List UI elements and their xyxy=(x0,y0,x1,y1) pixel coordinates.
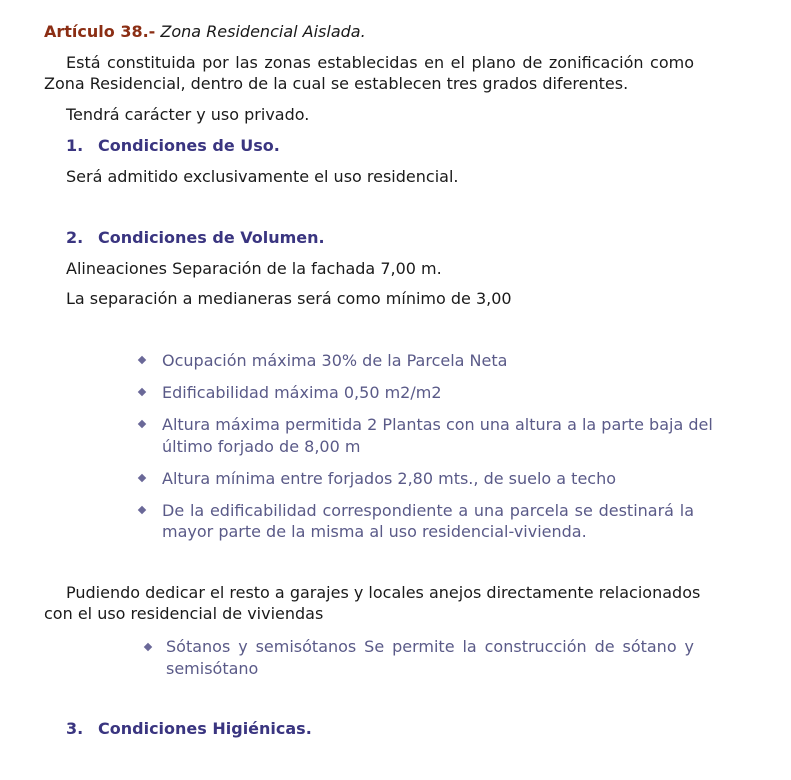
bullet-item-continuation: mayor parte de la misma al uso residencial-vivienda. xyxy=(162,522,587,541)
section-3-number: 3. xyxy=(66,719,84,738)
section-2-title: Condiciones de Volumen. xyxy=(98,228,325,247)
bullet-item: Edificabilidad máxima 0,50 m2/m2 xyxy=(162,383,442,402)
section-1-title: Condiciones de Uso. xyxy=(98,136,280,155)
section-1-text: Será admitido exclusivamente el uso residencial. xyxy=(66,167,459,186)
bullet-item: Ocupación máxima 30% de la Parcela Neta xyxy=(162,351,508,370)
bullet-item-continuation: último forjado de 8,00 m xyxy=(162,437,361,456)
bullet-diamond-icon xyxy=(138,506,146,514)
bullet-diamond-icon xyxy=(138,388,146,396)
section-2-number: 2. xyxy=(66,228,84,247)
article-heading xyxy=(44,22,366,42)
sub-bullet-continuation: semisótano xyxy=(166,659,259,678)
closing-line-1: Pudiendo dedicar el resto a garajes y locales anejos directamente relacionados xyxy=(66,583,701,602)
bullet-item: De la edificabilidad correspondiente a una parcela se destinará la xyxy=(162,501,694,520)
article-subtitle: Zona Residencial Aislada. xyxy=(160,22,366,41)
article-title: Artículo 38.- xyxy=(44,22,156,41)
intro-line-1: Está constituida por las zonas establecidas en el plano de zonificación como xyxy=(66,53,694,72)
bullet-diamond-icon xyxy=(144,643,152,651)
section-2-line-1: Alineaciones Separación de la fachada 7,00 m. xyxy=(66,259,442,278)
intro-line-2: Zona Residencial, dentro de la cual se establecen tres grados diferentes. xyxy=(44,74,629,93)
bullet-diamond-icon xyxy=(138,474,146,482)
section-2-heading xyxy=(66,228,325,248)
bullet-item: Altura máxima permitida 2 Plantas con una altura a la parte baja del xyxy=(162,415,713,434)
section-1-number: 1. xyxy=(66,136,84,155)
sub-bullet-item: Sótanos y semisótanos Se permite la construcción de sótano y xyxy=(166,637,694,656)
bullet-diamond-icon xyxy=(138,420,146,428)
section-1-heading xyxy=(66,136,280,156)
section-3-heading xyxy=(66,719,312,739)
bullet-diamond-icon xyxy=(138,356,146,364)
intro-character: Tendrá carácter y uso privado. xyxy=(66,105,310,124)
section-2-line-2: La separación a medianeras será como mínimo de 3,00 xyxy=(66,289,512,308)
section-3-title: Condiciones Higiénicas. xyxy=(98,719,312,738)
closing-line-2: con el uso residencial de viviendas xyxy=(44,604,324,623)
bullet-item: Altura mínima entre forjados 2,80 mts., de suelo a techo xyxy=(162,469,617,488)
